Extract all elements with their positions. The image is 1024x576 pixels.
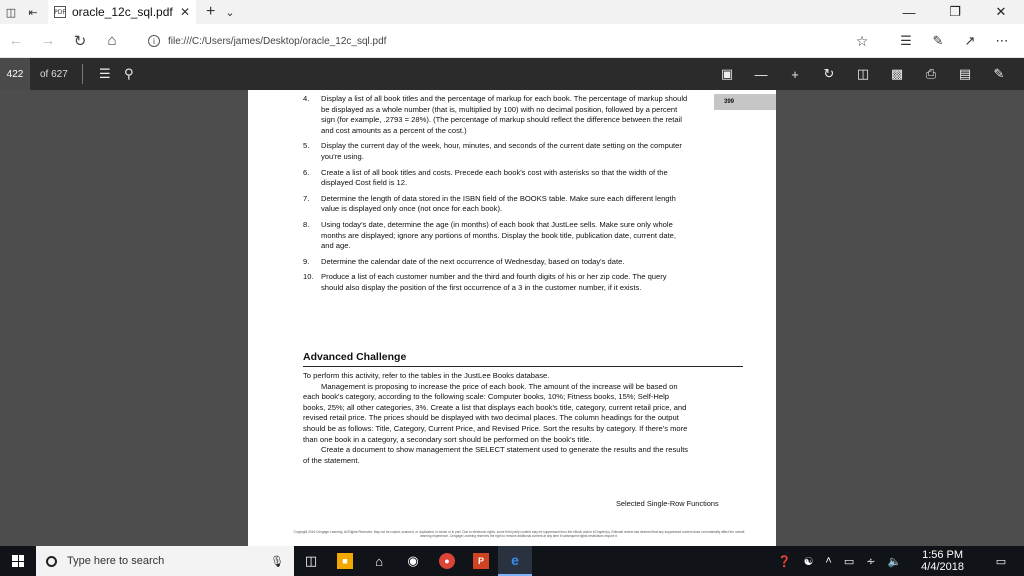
navigation-bar [0, 24, 1024, 58]
back-icon[interactable]: ← [8, 32, 24, 49]
battery-icon[interactable]: ▭ [843, 555, 855, 568]
document-viewport[interactable] [0, 90, 1024, 546]
tab-pdf[interactable] [48, 0, 196, 24]
window-controls [886, 0, 1024, 24]
more-icon[interactable]: ⋯ [995, 33, 1009, 48]
taskbar-search[interactable] [36, 546, 294, 576]
volume-icon[interactable]: 🔈 [887, 555, 902, 568]
home-app-icon[interactable]: ⌂ [375, 553, 383, 569]
favorite-star-icon[interactable]: ☆ [855, 32, 869, 49]
action-center-icon[interactable]: ▭ [995, 555, 1007, 568]
print-icon[interactable]: ⎙ [925, 66, 937, 81]
pdf-page [248, 90, 776, 546]
copyright-notice: Copyright 2016 Cengage Learning. All Rights Reserved. May not be copied, scanned, or duplicated, in whole or in part. Due to electronic rights, some third party content may be suppressed from the eBook and/or eChapter(s). Editorial review has deemed that any suppressed content does not materially affect the overall learning experience. Cengage Learning reserves the right to remove additional content at any time if subsequent rights restrictions require it. [293, 530, 745, 539]
help-icon[interactable]: ❓ [777, 555, 792, 568]
list-item: 4. Display a list of all book titles and the percentage of markup for each book. The percentage of markup should be displayed as a whole number (that is, multiplied by 100) with no decimal position, followed by a percent sign (for example, .2793 = 28%). (The percentage of markup should reflect the difference between the retail and cost amounts as a percent of the cost.) [303, 94, 688, 135]
forward-icon[interactable]: → [40, 32, 56, 49]
paragraph: Management is proposing to increase the price of each book. The amount of the increase will be based on each book's category, according to the following scale: Computer books, 10%; Fitness books, 15%; Self-Help books, 25%; all other categories, 3%. Create a list that displays each book's title, category, current retail price, and revised retail price. The prices should be displayed with two decimal places. The column headings for the output should be as follows: Title, Category, Current Price, and Revised Price. Sort the results by category. If there's more than one book in a category, a secondary sort should be performed on the book's title. [303, 381, 688, 444]
close-tab-icon[interactable]: ✕ [179, 5, 190, 19]
tabs-aside-icon[interactable]: ⇤ [28, 6, 38, 19]
info-icon[interactable]: i [148, 35, 160, 47]
running-footer: Selected Single-Row Functions [616, 499, 719, 508]
set-tabs-aside-icon[interactable]: ◫ [5, 6, 17, 19]
taskbar [0, 546, 1024, 576]
page-layout-icon[interactable]: ◫ [856, 66, 870, 81]
section-body [303, 371, 689, 466]
clock-time: 1:56 PM [922, 549, 964, 561]
share-icon[interactable]: ↗ [964, 33, 976, 48]
chrome-icon[interactable]: ● [430, 546, 464, 576]
refresh-icon[interactable]: ↻ [73, 32, 87, 50]
restore-icon[interactable]: ❐ [949, 4, 961, 19]
toolbar-divider [82, 64, 83, 84]
page-number-input[interactable]: 422 [0, 58, 30, 90]
show-hidden-icons-icon[interactable]: ˄ [825, 555, 832, 567]
web-note-icon[interactable]: ✎ [932, 33, 944, 48]
home-icon[interactable]: ⌂ [107, 32, 117, 49]
heading-rule [303, 366, 743, 367]
zoom-in-icon[interactable]: + [791, 66, 799, 82]
pdf-toolbar-right [710, 58, 1016, 90]
zoom-out-icon[interactable]: — [754, 66, 768, 82]
start-button[interactable] [0, 546, 36, 576]
minimize-icon[interactable]: — [902, 4, 916, 20]
list-item: 9. Determine the calendar date of the next occurrence of Wednesday, based on today's date. [303, 256, 625, 266]
search-icon[interactable]: ⚲ [124, 66, 134, 81]
recorder-app-icon[interactable]: ◉ [407, 553, 419, 568]
wifi-icon[interactable]: ∻ [866, 555, 876, 568]
windows-logo-icon [12, 555, 24, 567]
system-tray [772, 546, 1024, 576]
tab-title: oracle_12c_sql.pdf [72, 5, 173, 19]
new-tab-icon[interactable]: + [206, 3, 216, 20]
tab-menu-chevron-icon[interactable]: ⌄ [225, 6, 235, 19]
address-bar[interactable] [148, 29, 884, 53]
printed-page-number: 399 [714, 94, 776, 110]
favorites-hub-icon[interactable]: ☰ [900, 33, 912, 48]
contents-icon[interactable]: ☰ [98, 66, 111, 81]
paragraph: To perform this activity, refer to the tables in the JustLee Books database. [303, 371, 550, 380]
close-window-icon[interactable]: ✕ [995, 4, 1007, 19]
list-item: 8. Using today's date, determine the age (in months) of each book that JustLee sells. Make sure only whole months are displayed; ignore any portions of months. Display the book title, publication date, current date, and age. [303, 219, 677, 251]
search-placeholder[interactable]: Type here to search [67, 555, 165, 567]
edge-icon[interactable]: e [498, 546, 532, 576]
list-item: 6. Create a list of all book titles and costs. Precede each book's cost with asterisks so that the width of the displayed Cost field is 12. [303, 167, 668, 188]
cortana-icon [46, 556, 57, 567]
list-item: 10. Produce a list of each customer number and the third and fourth digits of his or her zip code. The query should also display the position of the first occurrence of a 3 in the customer number, if it exists. [303, 272, 667, 292]
pdf-toolbar [0, 58, 1024, 90]
microphone-icon[interactable]: 🎙 [270, 555, 284, 568]
paragraph: Create a document to show management the SELECT statement used to generate the results and the results of the statement. [303, 445, 689, 465]
powerpoint-icon[interactable]: P [464, 546, 498, 576]
url-text[interactable]: file:///C:/Users/james/Desktop/oracle_12c_sql.pdf [168, 35, 387, 47]
tab-bar [0, 0, 1024, 24]
store-icon[interactable]: ■ [328, 546, 362, 576]
question-list [300, 94, 690, 299]
pin-icon[interactable]: ✎ [993, 66, 1005, 81]
section-heading: Advanced Challenge [303, 351, 407, 363]
save-icon[interactable]: ▤ [958, 66, 972, 81]
rotate-icon[interactable]: ↻ [823, 66, 835, 81]
list-item: 7. Determine the length of data stored in the ISBN field of the BOOKS table. Make sure each different length value is displayed only once (not once for each book). [303, 193, 676, 214]
list-item: 5. Display the current day of the week, hour, minutes, and seconds of the current date setting on the computer you're using. [303, 141, 682, 161]
browser-actions [890, 24, 1018, 58]
fit-page-icon[interactable]: ▣ [720, 66, 734, 81]
pdf-icon: PDF [54, 6, 66, 18]
clock-date: 4/4/2018 [921, 561, 964, 573]
task-view-icon[interactable]: ◫ [304, 553, 318, 568]
page-total: of 627 [40, 68, 68, 80]
clock[interactable] [915, 549, 970, 573]
people-icon[interactable]: ☯ [803, 555, 814, 568]
read-aloud-icon[interactable]: ▩ [890, 66, 904, 81]
